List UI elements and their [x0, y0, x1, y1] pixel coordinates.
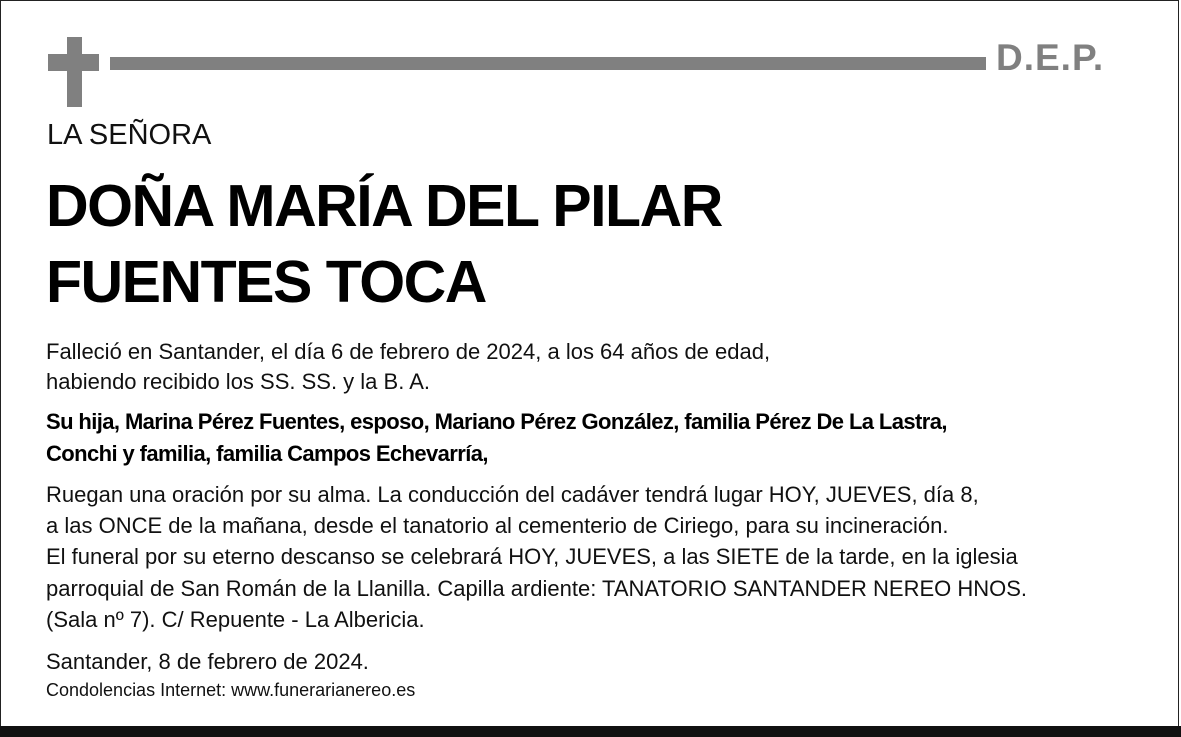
condolences-link: Condolencias Internet: www.funerarianereo.es [46, 680, 416, 700]
arrangements-line: parroquial de San Román de la Llanilla. Capilla ardiente: TANATORIO SANTANDER NEREO HNOS. [46, 576, 1028, 601]
cross-icon-bar [48, 54, 99, 71]
honorific: LA SEÑORA [47, 119, 212, 151]
header-rule [110, 57, 986, 70]
arrangements-line: Ruegan una oración por su alma. La conducción del cadáver tendrá lugar HOY, JUEVES, día 8, [46, 482, 979, 507]
death-notice-line: Falleció en Santander, el día 6 de febrero de 2024, a los 64 años de edad, [46, 339, 771, 364]
family-line: Conchi y familia, familia Campos Echevarría, [46, 441, 488, 466]
arrangements-line: a las ONCE de la mañana, desde el tanatorio al cementerio de Ciriego, para su incineración. [46, 513, 949, 538]
bottom-rule [0, 726, 1181, 737]
death-notice-line: habiendo recibido los SS. SS. y la B. A. [46, 369, 431, 394]
dep-label: D.E.P. [996, 37, 1105, 78]
place-date: Santander, 8 de febrero de 2024. [46, 649, 369, 674]
arrangements-line: El funeral por su eterno descanso se celebrará HOY, JUEVES, a las SIETE de la tarde, en la iglesia [46, 544, 1018, 569]
deceased-name-line-1: DOÑA MARÍA DEL PILAR [46, 173, 722, 239]
family-line: Su hija, Marina Pérez Fuentes, esposo, Mariano Pérez González, familia Pérez De La Lastra, [46, 409, 947, 434]
cross-icon [67, 37, 82, 107]
arrangements-line: (Sala nº 7). C/ Repuente - La Albericia. [46, 607, 425, 632]
deceased-name-line-2: FUENTES TOCA [46, 249, 486, 315]
